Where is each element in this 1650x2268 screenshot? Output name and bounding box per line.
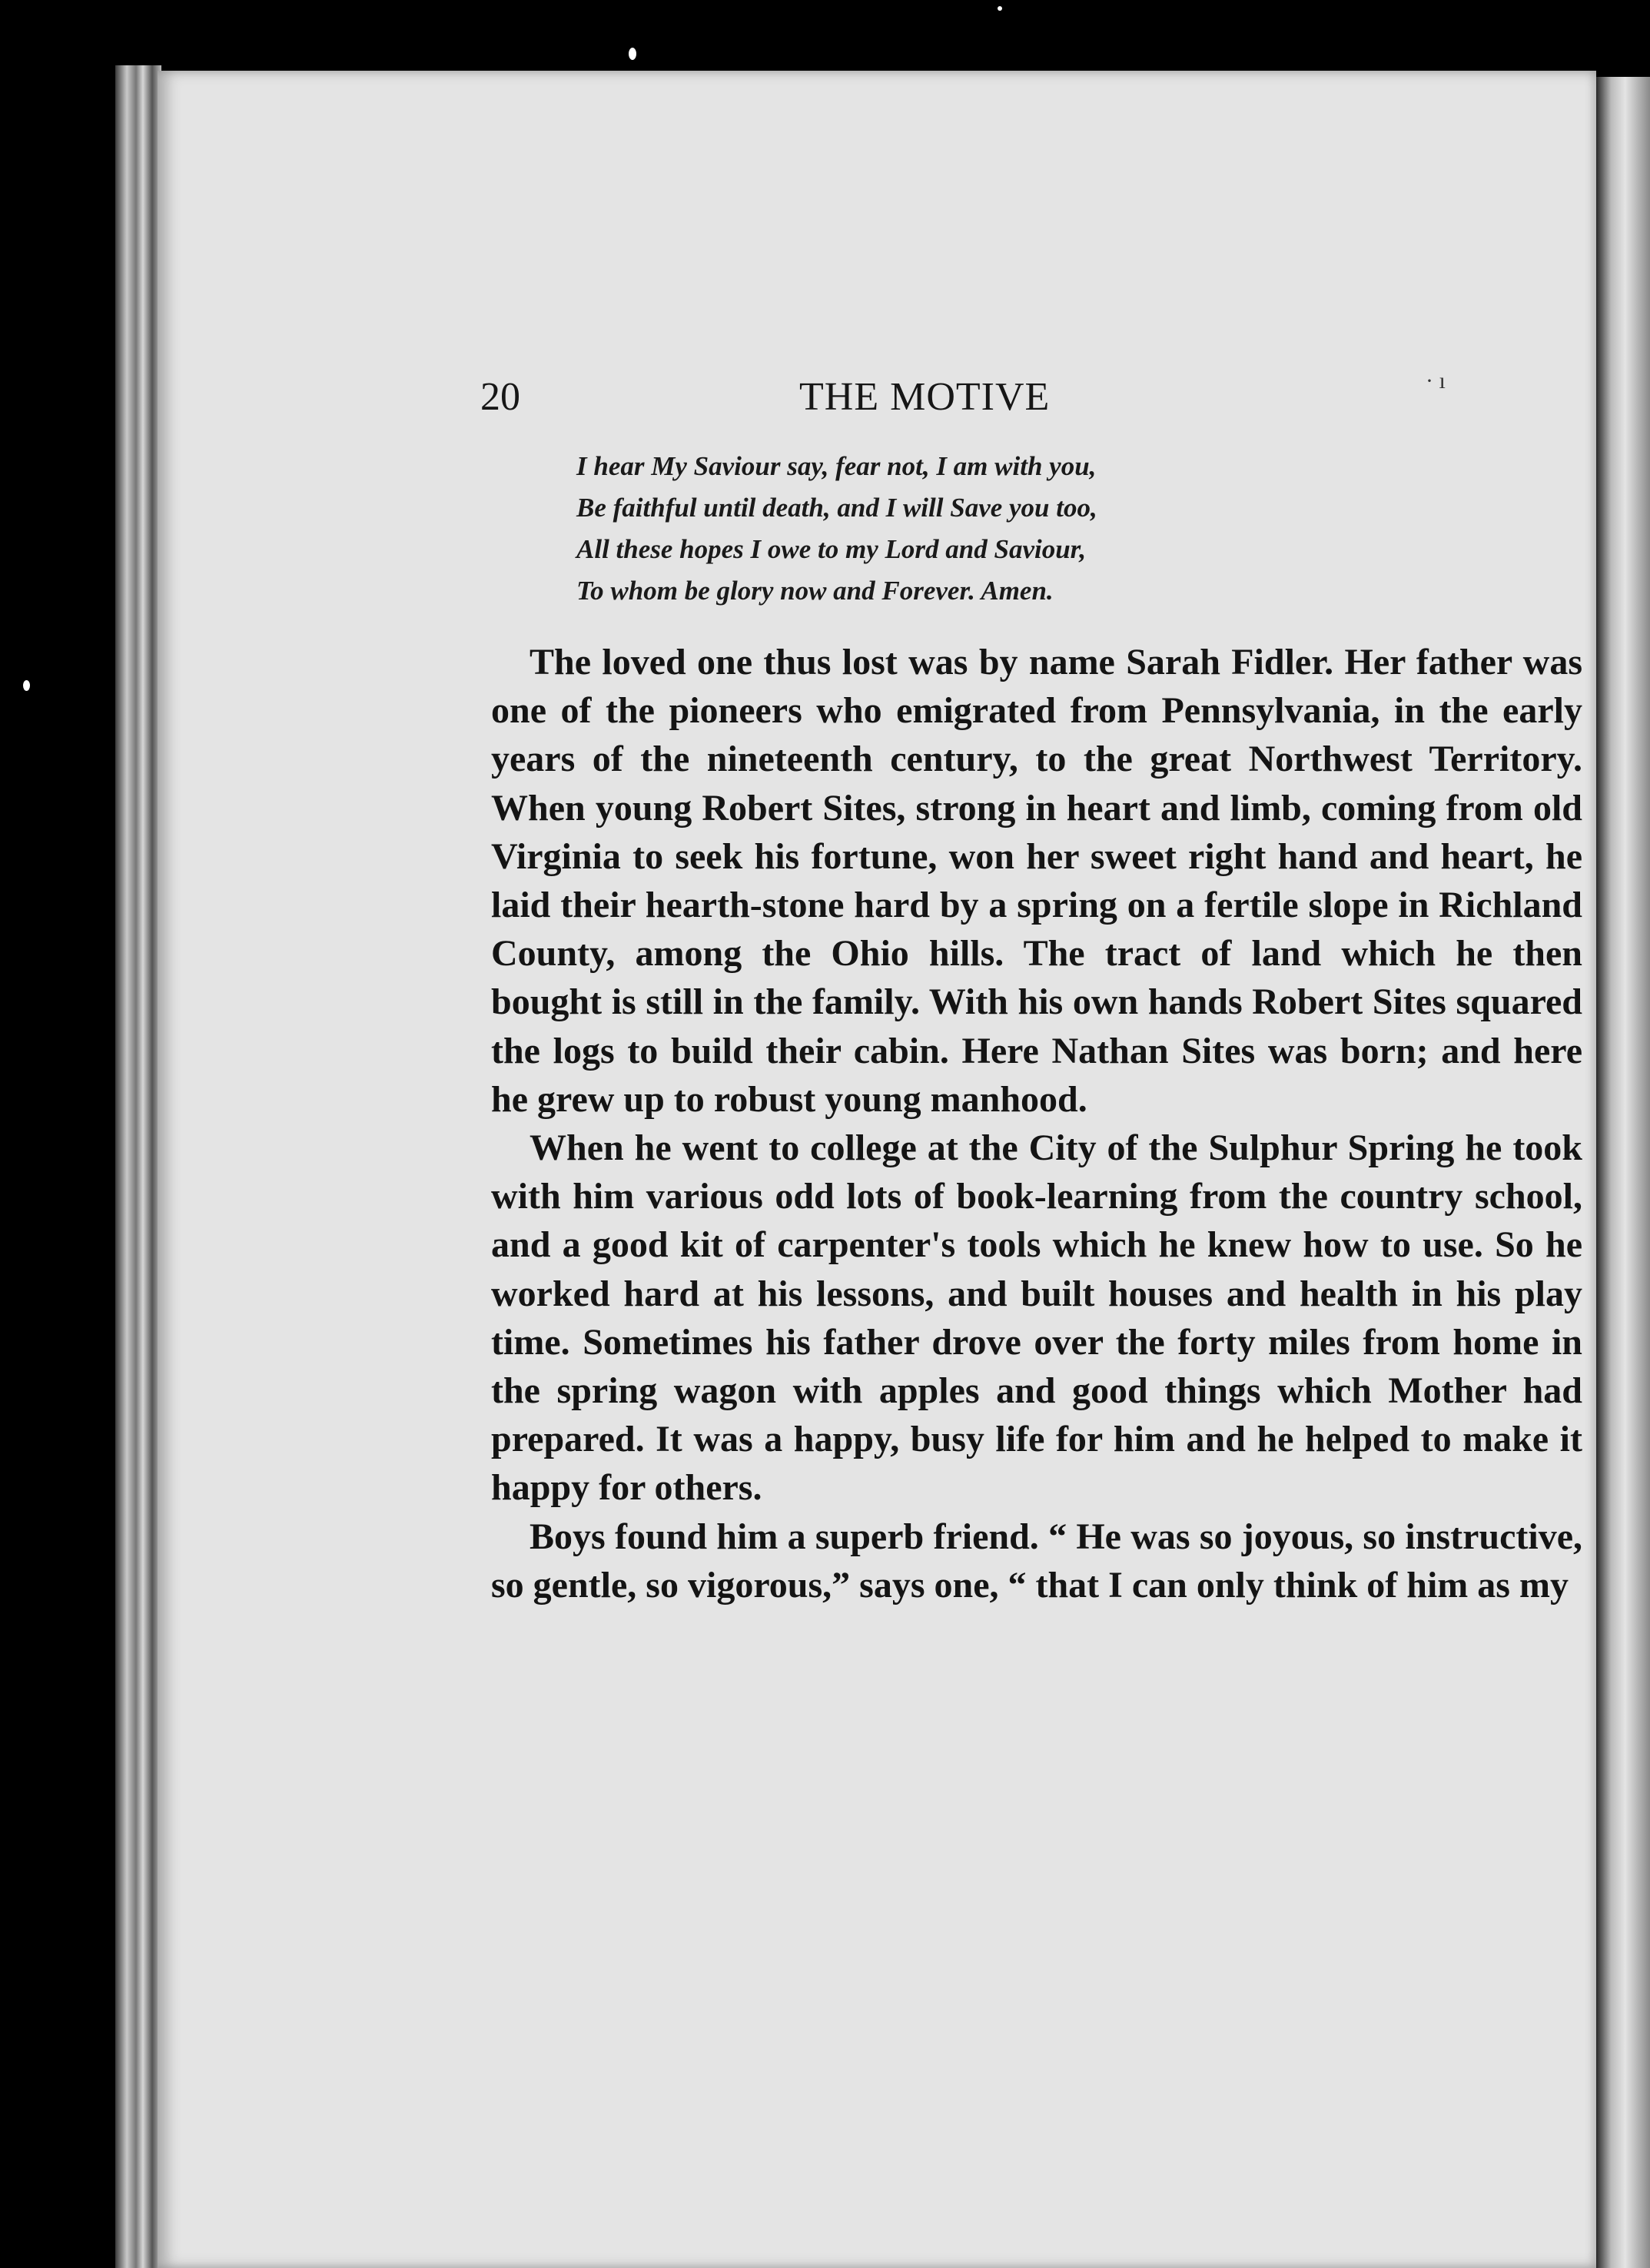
poem-line: Be faithful until death, and I will Save you too, <box>576 493 1097 523</box>
book-spine-edge <box>115 65 161 2268</box>
book-page <box>158 71 1596 2268</box>
poem-stanza <box>576 446 1575 612</box>
paragraph: Boys found him a superb friend. “ He was so joyous, so instructive, so gentle, so vigorous,” says one, “ that I can only think of him as my <box>491 1516 1582 1606</box>
paragraph: The loved one thus lost was by name Sarah Fidler. Her father was one of the pioneers who emigrated from Pennsylvania, in the early years of the nineteenth century, to the great Northwest Territory. When young Robert Sites, strong in heart and limb, coming from old Virginia to seek his fortune, won her sweet right hand and heart, he laid their hearth-stone hard by a spring on a fertile slope in Richland County, among the Ohio hills. The tract of land which he then bought is still in the family. With his own hands Robert Sites squared the logs to build their cabin. Here Nathan Sites was born; and here he grew up to robust young manhood. <box>491 642 1582 1120</box>
poem-line: To whom be glory now and Forever. Amen. <box>576 576 1054 606</box>
scan-speck <box>998 6 1002 11</box>
body-text <box>491 638 1582 1609</box>
book-fore-edge <box>1595 77 1650 2268</box>
running-title: THE MOTIVE <box>799 375 1051 419</box>
paragraph: When he went to college at the City of the Sulphur Spring he took with him various odd lots of book-learning from the country school, and a good kit of carpenter's tools which he knew how to use. So he worked hard at his lessons, and built houses and health in his play time. Sometimes his father drove over the forty miles from home in the spring wagon with apples and good things which Mother had prepared. It was a happy, busy life for him and he helped to make it happy for others. <box>491 1127 1582 1509</box>
page-number: 20 <box>480 375 520 419</box>
scan-speck <box>629 48 636 60</box>
poem-line: All these hopes I owe to my Lord and Saviour, <box>576 534 1087 564</box>
poem-line: I hear My Saviour say, fear not, I am with you, <box>576 451 1097 481</box>
print-mark: · ı <box>1426 368 1446 393</box>
scan-speck <box>23 680 30 691</box>
running-head <box>158 368 1596 428</box>
